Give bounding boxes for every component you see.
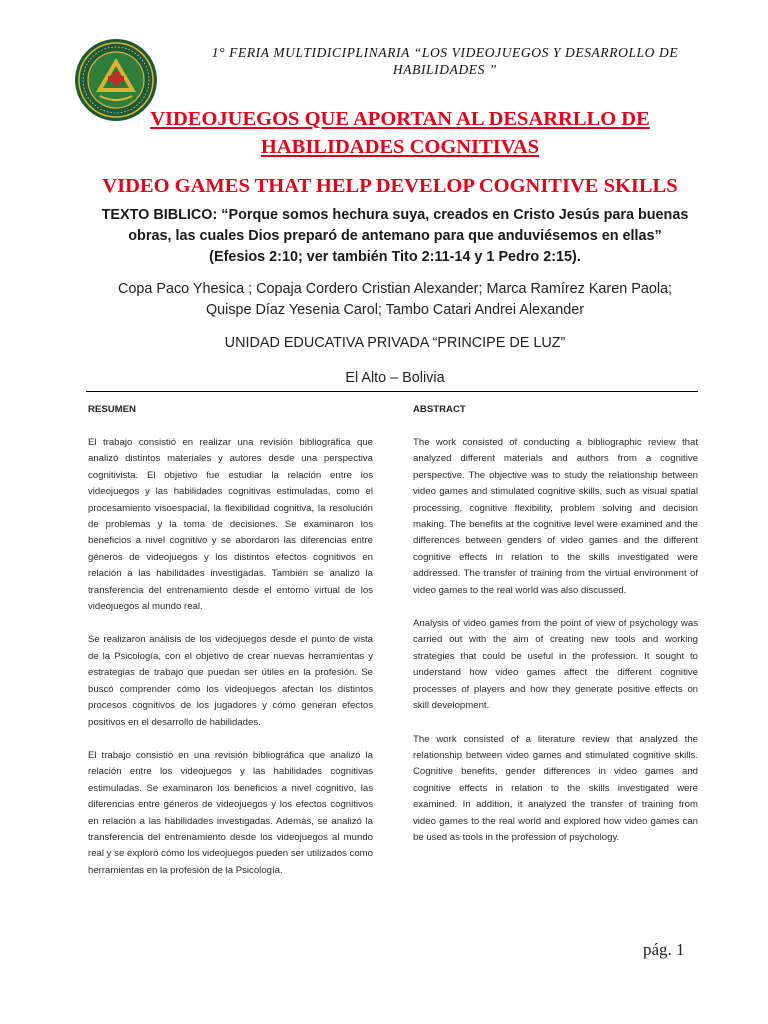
abstract-paragraph: Analysis of video games from the point of view of psychology was carried out with the aim of creating new tools and working strategies that could be useful in the profession. It sought to understand how video games affect the different cognitive processes of players and how they generate positive effects on skill development. <box>413 618 698 712</box>
resumen-paragraph: El trabajo consistió en realizar una revisión bibliográfica que analizó distintos materiales y autores desde una perspectiva cognitivista. El objetivo fue estudiar la relación entre los videojuegos y las habilidades cognitivas estimuladas, como el procesamiento visoespacial, la flexibilidad cognitiva, la resolución de problemas y la toma de decisiones. Se examinaron los beneficios a nivel cognitivo y se abordaron las diferencias entre géneros de videojuegos y los distintos efectos cognitivos en relación a las habilidades investigadas. También se analizó la transferencia del entrenamiento desde el entorno virtual de los videojuegos al mundo real. <box>88 437 373 613</box>
abstract-heading: ABSTRACT <box>413 404 466 415</box>
paper-title-spanish: VIDEOJUEGOS QUE APORTAN AL DESARRLLO DE HABILIDADES COGNITIVAS <box>150 108 650 158</box>
location: El Alto – Bolivia <box>345 370 445 386</box>
page-number: pág. 1 <box>643 940 685 959</box>
authors-line: Quispe Díaz Yesenia Carol; Tambo Catari Andrei Alexander <box>205 302 585 318</box>
resumen-heading: RESUMEN <box>88 404 136 415</box>
resumen-paragraph: El trabajo consistió en una revisión bibliográfica que analizó la relación entre los videojuegos y las habilidades cognitivas estimuladas. Se examinaron los beneficios a nivel cognitivo, las diferencias entre géneros de videojuegos y los efectos cognitivos en relación a las habilidades investigadas. Además, se analizó la transferencia del entrenamiento desde los videojuegos al mundo real y se exploró cómo los videojuegos pueden ser utilizados como herramientas en la profesión de la Psicología. <box>88 749 373 876</box>
paper-title-english: VIDEO GAMES THAT HELP DEVELOP COGNITIVE SKILLS <box>102 175 678 197</box>
bible-verse: TEXTO BIBLICO: “Porque somos hechura suya, creados en Cristo Jesús para buenas obras, las cuales Dios preparó de antemano para que anduviésemos en ellas” (Efesios 2:10; ver también Tito 2:11-14 y 1 Pedro 2:15). <box>101 207 689 265</box>
school-name: UNIDAD EDUCATIVA PRIVADA “PRINCIPE DE LUZ” <box>224 335 566 351</box>
authors <box>90 279 700 321</box>
resumen-column <box>88 402 373 896</box>
divider <box>86 391 698 392</box>
abstract-paragraph: The work consisted of a literature review that analyzed the relationship between video games and stimulated cognitive skills. Cognitive benefits, gender differences in video games and cognitive effects in relation to the skills investigated were examined. In addition, it analyzed the transfer of training from video games to the real world and explored how video games can be used as tools in the profession of psychology. <box>413 733 698 843</box>
event-title: 1° FERIA MULTIDICIPLINARIA “LOS VIDEOJUEGOS Y DESARROLLO DE HABILIDADES ” <box>211 45 679 77</box>
resumen-paragraph: Se realizaron análisis de los videojuegos desde el punto de vista de la Psicología, con el objetivo de crear nuevas herramientas y estrategias de trabajo que puedan ser útiles en la profesión. Se buscó comprender cómo los videojuegos afectan los distintos procesos cognitivos de los jugadores y cómo generan efectos positivos en el desarrollo de habilidades. <box>88 634 373 728</box>
authors-line: Copa Paco Yhesica ; Copaja Cordero Cristian Alexander; Marca Ramírez Karen Paola; <box>117 281 673 297</box>
abstract-column <box>413 402 698 863</box>
abstract-paragraph: The work consisted of conducting a bibliographic review that analyzed different materials and authors from a cognitive perspective. The objective was to study the relationship between video games and stimulated cognitive skills, such as visual spatial processing, cognitive flexibility, problem solving and decision making. The benefits at the cognitive level were examined and the differences between genders of video games and the different cognitive effects in relation to the skills investigated were addressed. The transfer of training from the virtual environment of video games to the real world was also discussed. <box>413 437 698 596</box>
